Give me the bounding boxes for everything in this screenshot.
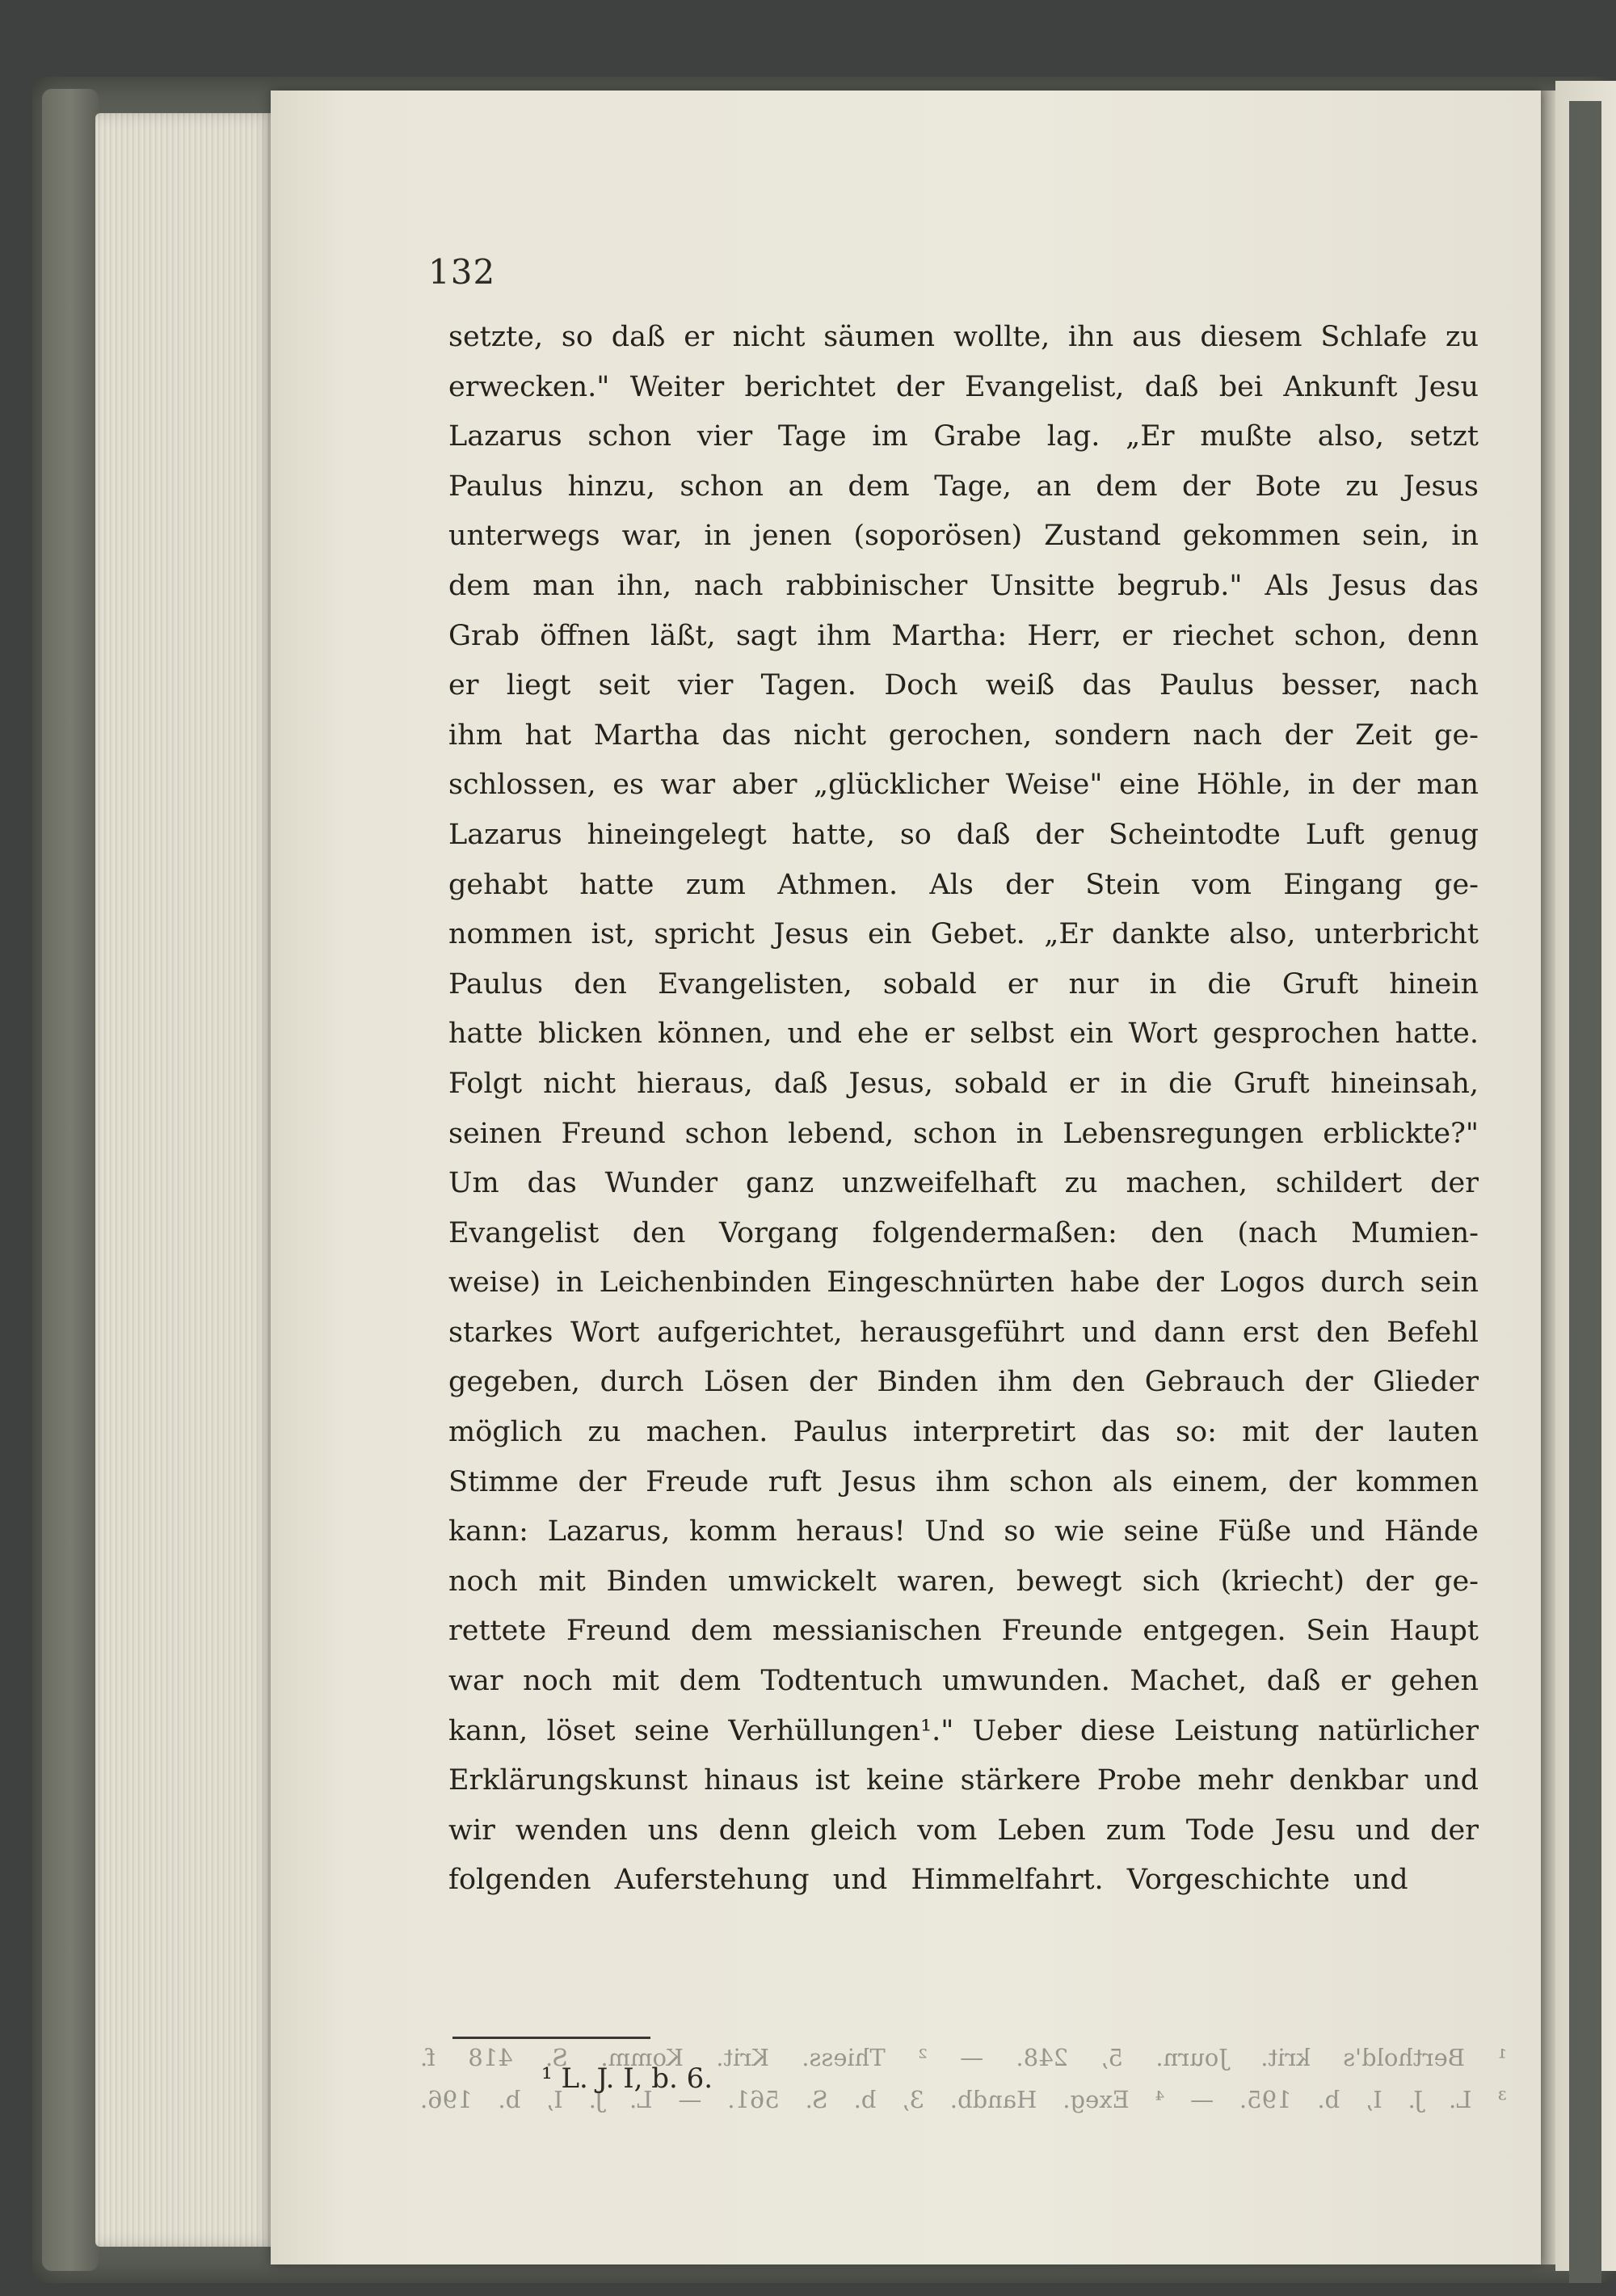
- text-line: Um das Wunder ganz unzweifelhaft zu machen, schildert der: [448, 1167, 1479, 1200]
- text-line: Stimme der Freude ruft Jesus ihm schon als einem, der kommen: [448, 1465, 1479, 1498]
- text-line: ihm hat Martha das nicht gerochen, sondern nach der Zeit ge-: [448, 718, 1479, 752]
- text-line: gegeben, durch Lösen der Binden ihm den Gebrauch der Glieder: [448, 1366, 1479, 1399]
- text-line: Lazarus hineingelegt hatte, so daß der Scheintodte Luft genug: [448, 818, 1479, 851]
- footnote: ¹ L. J. I, b. 6.: [541, 2062, 713, 2095]
- page-number: 132: [428, 252, 496, 292]
- text-line: Evangelist den Vorgang folgendermaßen: den (nach Mumien-: [448, 1216, 1479, 1249]
- text-line: seinen Freund schon lebend, schon in Lebensregungen erblickte?": [448, 1117, 1479, 1150]
- text-line: unterwegs war, in jenen (soporösen) Zustand gekommen sein, in: [448, 520, 1479, 553]
- text-line: kann: Lazarus, komm heraus! Und so wie seine Füße und Hände: [448, 1515, 1479, 1548]
- text-line: Folgt nicht hieraus, daß Jesus, sobald er in die Gruft hineinsah,: [448, 1067, 1479, 1100]
- text-line: Paulus den Evangelisten, sobald er nur in die Gruft hinein: [448, 967, 1479, 1001]
- text-line: folgenden Auferstehung und Himmelfahrt. Vorgeschichte und: [448, 1864, 1408, 1897]
- text-line: Erklärungskunst hinaus ist keine stärkere Probe mehr denkbar und: [448, 1764, 1479, 1797]
- text-line: möglich zu machen. Paulus interpretirt das so: mit der lauten: [448, 1416, 1479, 1449]
- text-line: Lazarus schon vier Tage im Grabe lag. „Er mußte also, setzt: [448, 420, 1479, 453]
- bleed-through-line: ¹ Berthold's krit. Journ. 5, 248. — ² Thiess. Krit. Komm. S. 418 f.: [420, 2044, 1507, 2071]
- text-line: starkes Wort aufgerichtet, herausgeführt und dann erst den Befehl: [448, 1316, 1479, 1349]
- text-line: schlossen, es war aber „glücklicher Weise" eine Höhle, in der man: [448, 769, 1479, 802]
- text-line: er liegt seit vier Tagen. Doch weiß das Paulus besser, nach: [448, 669, 1479, 702]
- body-text: [448, 313, 1479, 1906]
- text-line: nommen ist, spricht Jesus ein Gebet. „Er dankte also, unterbricht: [448, 918, 1479, 951]
- text-line: rettete Freund dem messianischen Freunde entgegen. Sein Haupt: [448, 1615, 1479, 1648]
- text-line: Grab öffnen läßt, sagt ihm Martha: Herr, er riechet schon, denn: [448, 619, 1479, 652]
- text-line: war noch mit dem Todtentuch umwunden. Machet, daß er gehen: [448, 1665, 1479, 1698]
- text-line: setzte, so daß er nicht säumen wollte, ihn aus diesem Schlafe zu: [448, 321, 1479, 353]
- cover-spine-edge: [42, 89, 99, 2271]
- page-edges: [95, 113, 277, 2247]
- right-cover-strip: [1569, 101, 1601, 2283]
- text-line: dem man ihn, nach rabbinischer Unsitte begrub." Als Jesus das: [448, 569, 1479, 602]
- text-line: kann, löset seine Verhüllungen¹." Ueber diese Leistung natürlicher: [448, 1714, 1479, 1747]
- text-line: wir wenden uns denn gleich vom Leben zum Tode Jesu und der: [448, 1814, 1479, 1847]
- book-page: [271, 91, 1541, 2264]
- text-line: weise) in Leichenbinden Eingeschnürten habe der Logos durch sein: [448, 1266, 1479, 1300]
- book-gutter: [1541, 91, 1555, 2264]
- text-line: noch mit Binden umwickelt waren, bewegt sich (kriecht) der ge-: [448, 1565, 1479, 1598]
- text-line: hatte blicken können, und ehe er selbst ein Wort gesprochen hatte.: [448, 1017, 1479, 1051]
- footnote-rule: [452, 2037, 650, 2039]
- text-line: erwecken." Weiter berichtet der Evangelist, daß bei Ankunft Jesu: [448, 370, 1479, 403]
- bleed-through-line: ³ L. J. I, b. 195. — ⁴ Exeg. Handb. 3, b. S. 561. — L. J. I, b. 196.: [420, 2086, 1507, 2113]
- text-line: Paulus hinzu, schon an dem Tage, an dem der Bote zu Jesus: [448, 470, 1479, 503]
- text-line: gehabt hatte zum Athmen. Als der Stein vom Eingang ge-: [448, 868, 1479, 901]
